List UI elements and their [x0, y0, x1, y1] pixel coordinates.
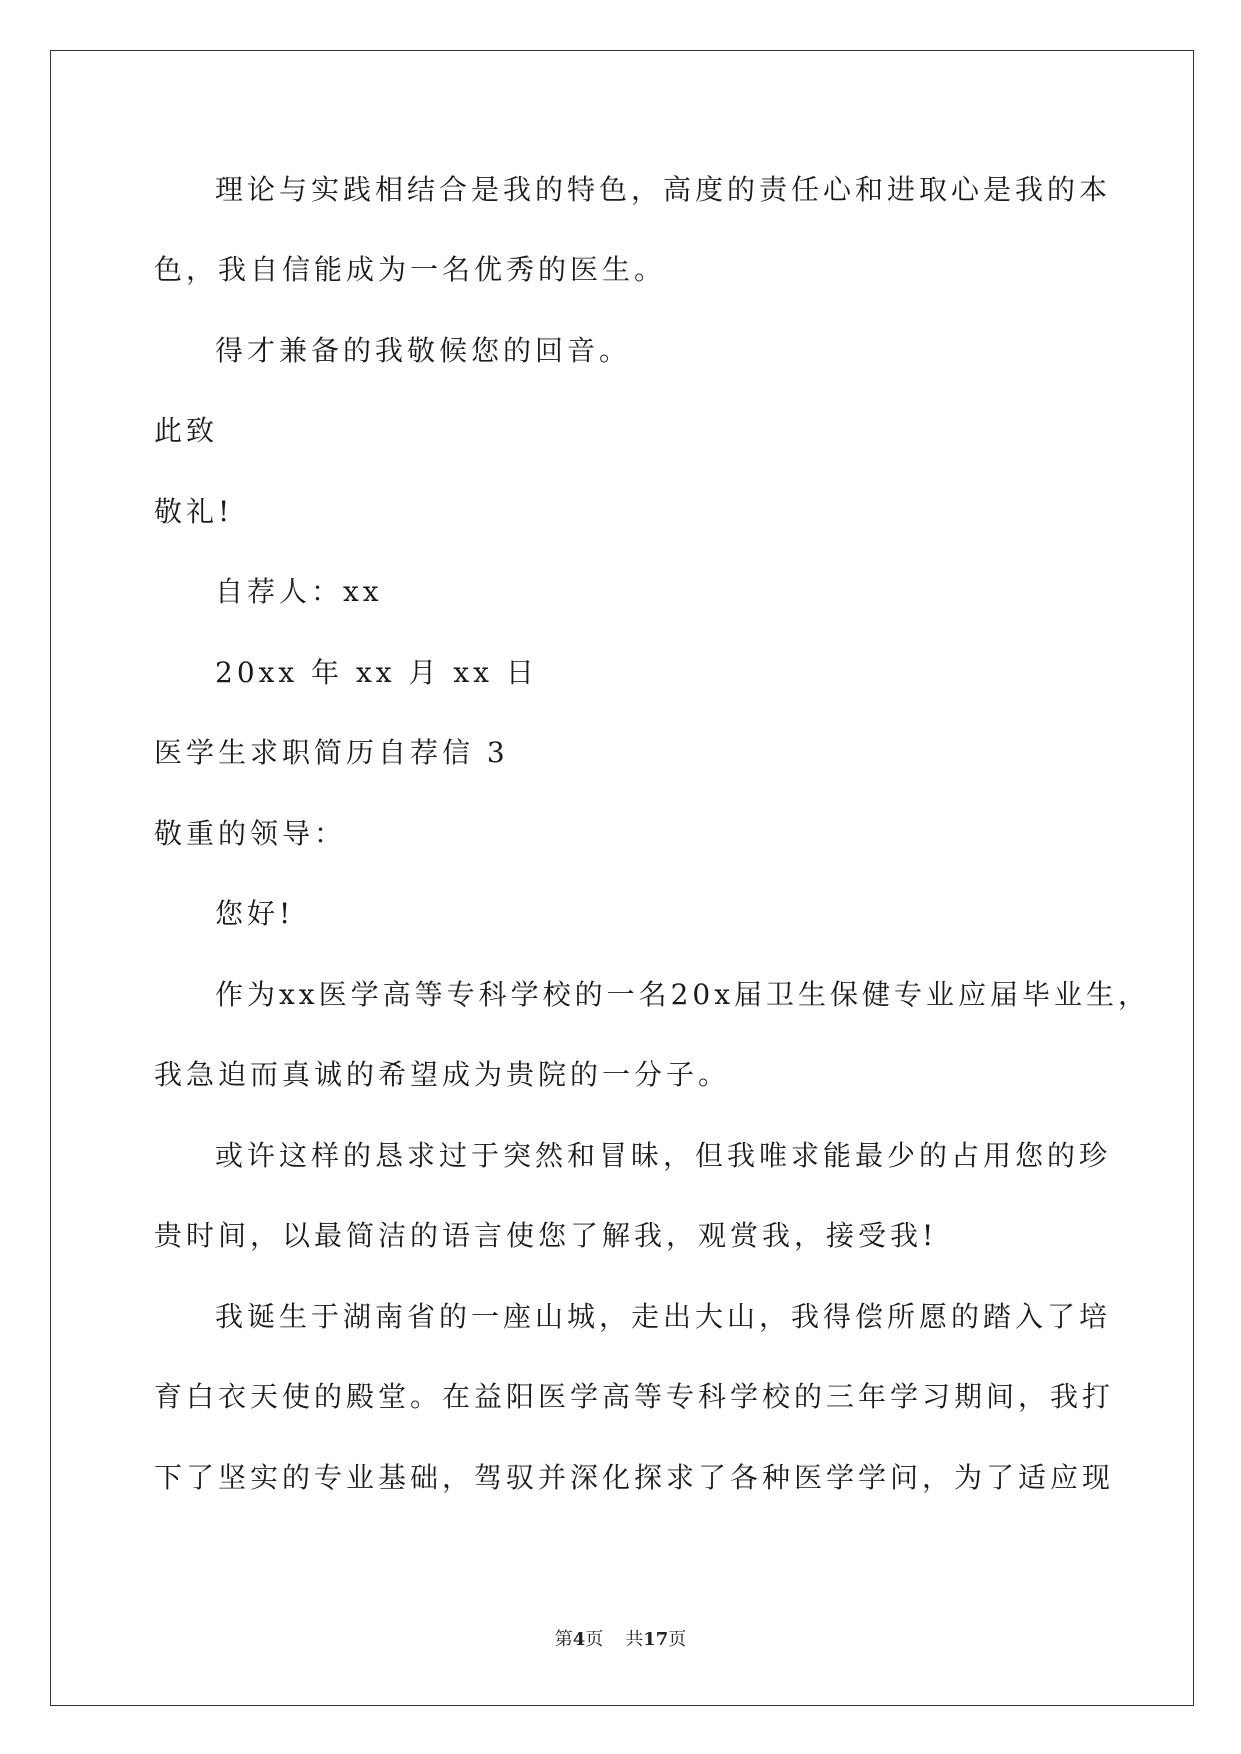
total-prefix: 共: [625, 1629, 644, 1650]
paragraph-line: 色，我自信能成为一名优秀的医生。: [154, 253, 667, 286]
paragraph-line: 育白衣天使的殿堂。在益阳医学高等专科学校的三年学习期间，我打: [154, 1380, 1115, 1413]
section-title: 医学生求职简历自荐信 3: [154, 736, 509, 769]
paragraph-line: 下了坚实的专业基础，驾驭并深化探求了各种医学学问，为了适应现: [154, 1461, 1115, 1494]
page-prefix: 第: [554, 1629, 573, 1650]
signature-line: 自荐人：xx: [215, 575, 383, 608]
page-suffix: 页: [585, 1629, 604, 1650]
greeting: 您好!: [215, 897, 295, 930]
page-footer: [0, 1628, 1241, 1652]
paragraph-line: 贵时间，以最简洁的语言使您了解我，观赏我，接受我!: [154, 1219, 938, 1252]
paragraph-line: 理论与实践相结合是我的特色，高度的责任心和进取心是我的本: [215, 173, 1112, 206]
paragraph-line: 或许这样的恳求过于突然和冒昧，但我唯求能最少的占用您的珍: [215, 1139, 1112, 1172]
paragraph-line: 作为xx医学高等专科学校的一名20x届卫生保健专业应届毕业生，: [215, 978, 1151, 1011]
date-line: 20xx 年 xx 月 xx 日: [215, 656, 538, 689]
greeting-addressee: 敬重的领导：: [154, 817, 347, 850]
page-number: 4: [572, 1629, 586, 1650]
closing-regards: 敬礼!: [154, 495, 234, 528]
paragraph-line: 得才兼备的我敬候您的回音。: [215, 334, 632, 367]
total-suffix: 页: [668, 1629, 687, 1650]
paragraph-line: 我急迫而真诚的希望成为贵院的一分子。: [154, 1058, 731, 1091]
paragraph-line: 我诞生于湖南省的一座山城，走出大山，我得偿所愿的踏入了培: [215, 1300, 1112, 1333]
total-pages: 17: [643, 1629, 669, 1650]
closing-salutation: 此致: [154, 414, 219, 447]
